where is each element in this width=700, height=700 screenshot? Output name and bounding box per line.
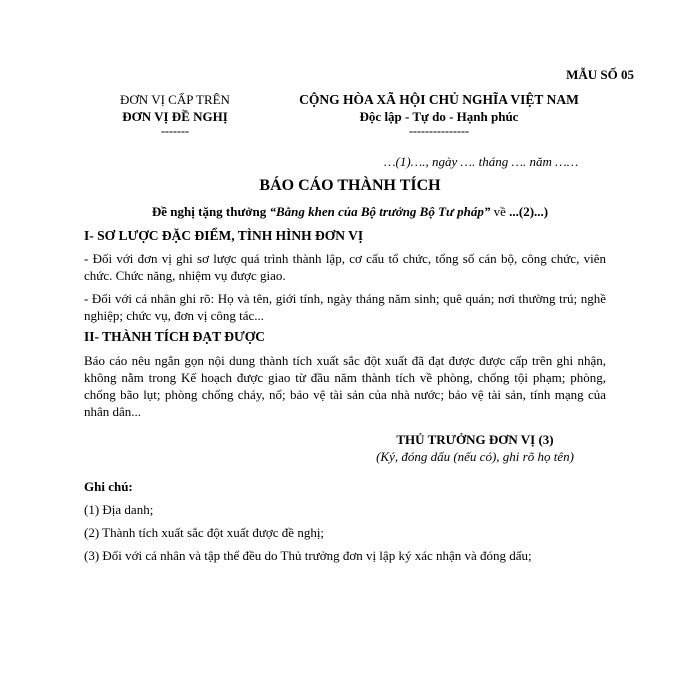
right-header [270, 91, 608, 138]
note-item-3: (3) Đối với cá nhân và tập thể đều do Thủ trưởng đơn vị lập ký xác nhận và đóng dấu; [84, 548, 532, 563]
right-header-divider: --------------- [409, 124, 469, 138]
date-line: …(1)…., ngày …. tháng …. năm …… [384, 154, 579, 169]
section2-paragraph: Báo cáo nêu ngắn gọn nội dung thành tích xuất sắc đột xuất đã đạt được được cấp trên ghi nhận, không nằm trong Kế hoạch được giao từ đầu năm thành tích về phòng, chống tội phạm; phòng, chống bão lụt; phòng chống cháy, nổ; bảo vệ tài sản của nhà nước; bảo vệ tài sản, tính mạng của nhân dân... [84, 353, 606, 419]
award-name: “Bằng khen của Bộ trưởng Bộ Tư pháp” [269, 204, 491, 219]
report-subtitle [0, 204, 700, 220]
report-title: BÁO CÁO THÀNH TÍCH [259, 177, 441, 194]
left-header [100, 91, 250, 138]
notes-heading: Ghi chú: [84, 479, 133, 494]
proposing-unit-label: ĐƠN VỊ ĐỀ NGHỊ [122, 109, 228, 124]
signature-block [340, 431, 610, 465]
national-title: CỘNG HÒA XÃ HỘI CHỦ NGHĨA VIỆT NAM [299, 92, 579, 107]
section2-heading: II- THÀNH TÍCH ĐẠT ĐƯỢC [84, 329, 266, 344]
note-item-1: (1) Địa danh; [84, 502, 154, 517]
superior-unit-label: ĐƠN VỊ CẤP TRÊN [120, 92, 230, 107]
note-item-2: (2) Thành tích xuất sắc đột xuất được đề nghị; [84, 525, 325, 540]
signature-title: THỦ TRƯỞNG ĐƠN VỊ (3) [396, 432, 554, 447]
form-number: MẪU SỐ 05 [566, 67, 634, 82]
subtitle-suffix: ...(2)...) [509, 204, 549, 219]
left-header-divider: ------- [161, 124, 189, 138]
section1-individual-paragraph: - Đối với cá nhân ghi rõ: Họ và tên, giới tính, ngày tháng năm sinh; quê quán; nơi thường trú; nghề nghiệp; chức vụ, đơn vị công tác... [84, 291, 606, 323]
national-motto: Độc lập - Tự do - Hạnh phúc [359, 109, 519, 124]
subtitle-middle: về [490, 204, 510, 219]
section1-unit-paragraph: - Đối với đơn vị ghi sơ lược quá trình thành lập, cơ cấu tổ chức, tổng số cán bộ, công chức, viên chức. Chức năng, nhiệm vụ được giao. [84, 251, 606, 283]
subtitle-prefix: Đề nghị tặng thưởng [151, 204, 270, 219]
section1-heading: I- SƠ LƯỢC ĐẶC ĐIỂM, TÌNH HÌNH ĐƠN VỊ [84, 228, 364, 243]
signature-note: (Ký, đóng dấu (nếu có), ghi rõ họ tên) [376, 449, 574, 464]
